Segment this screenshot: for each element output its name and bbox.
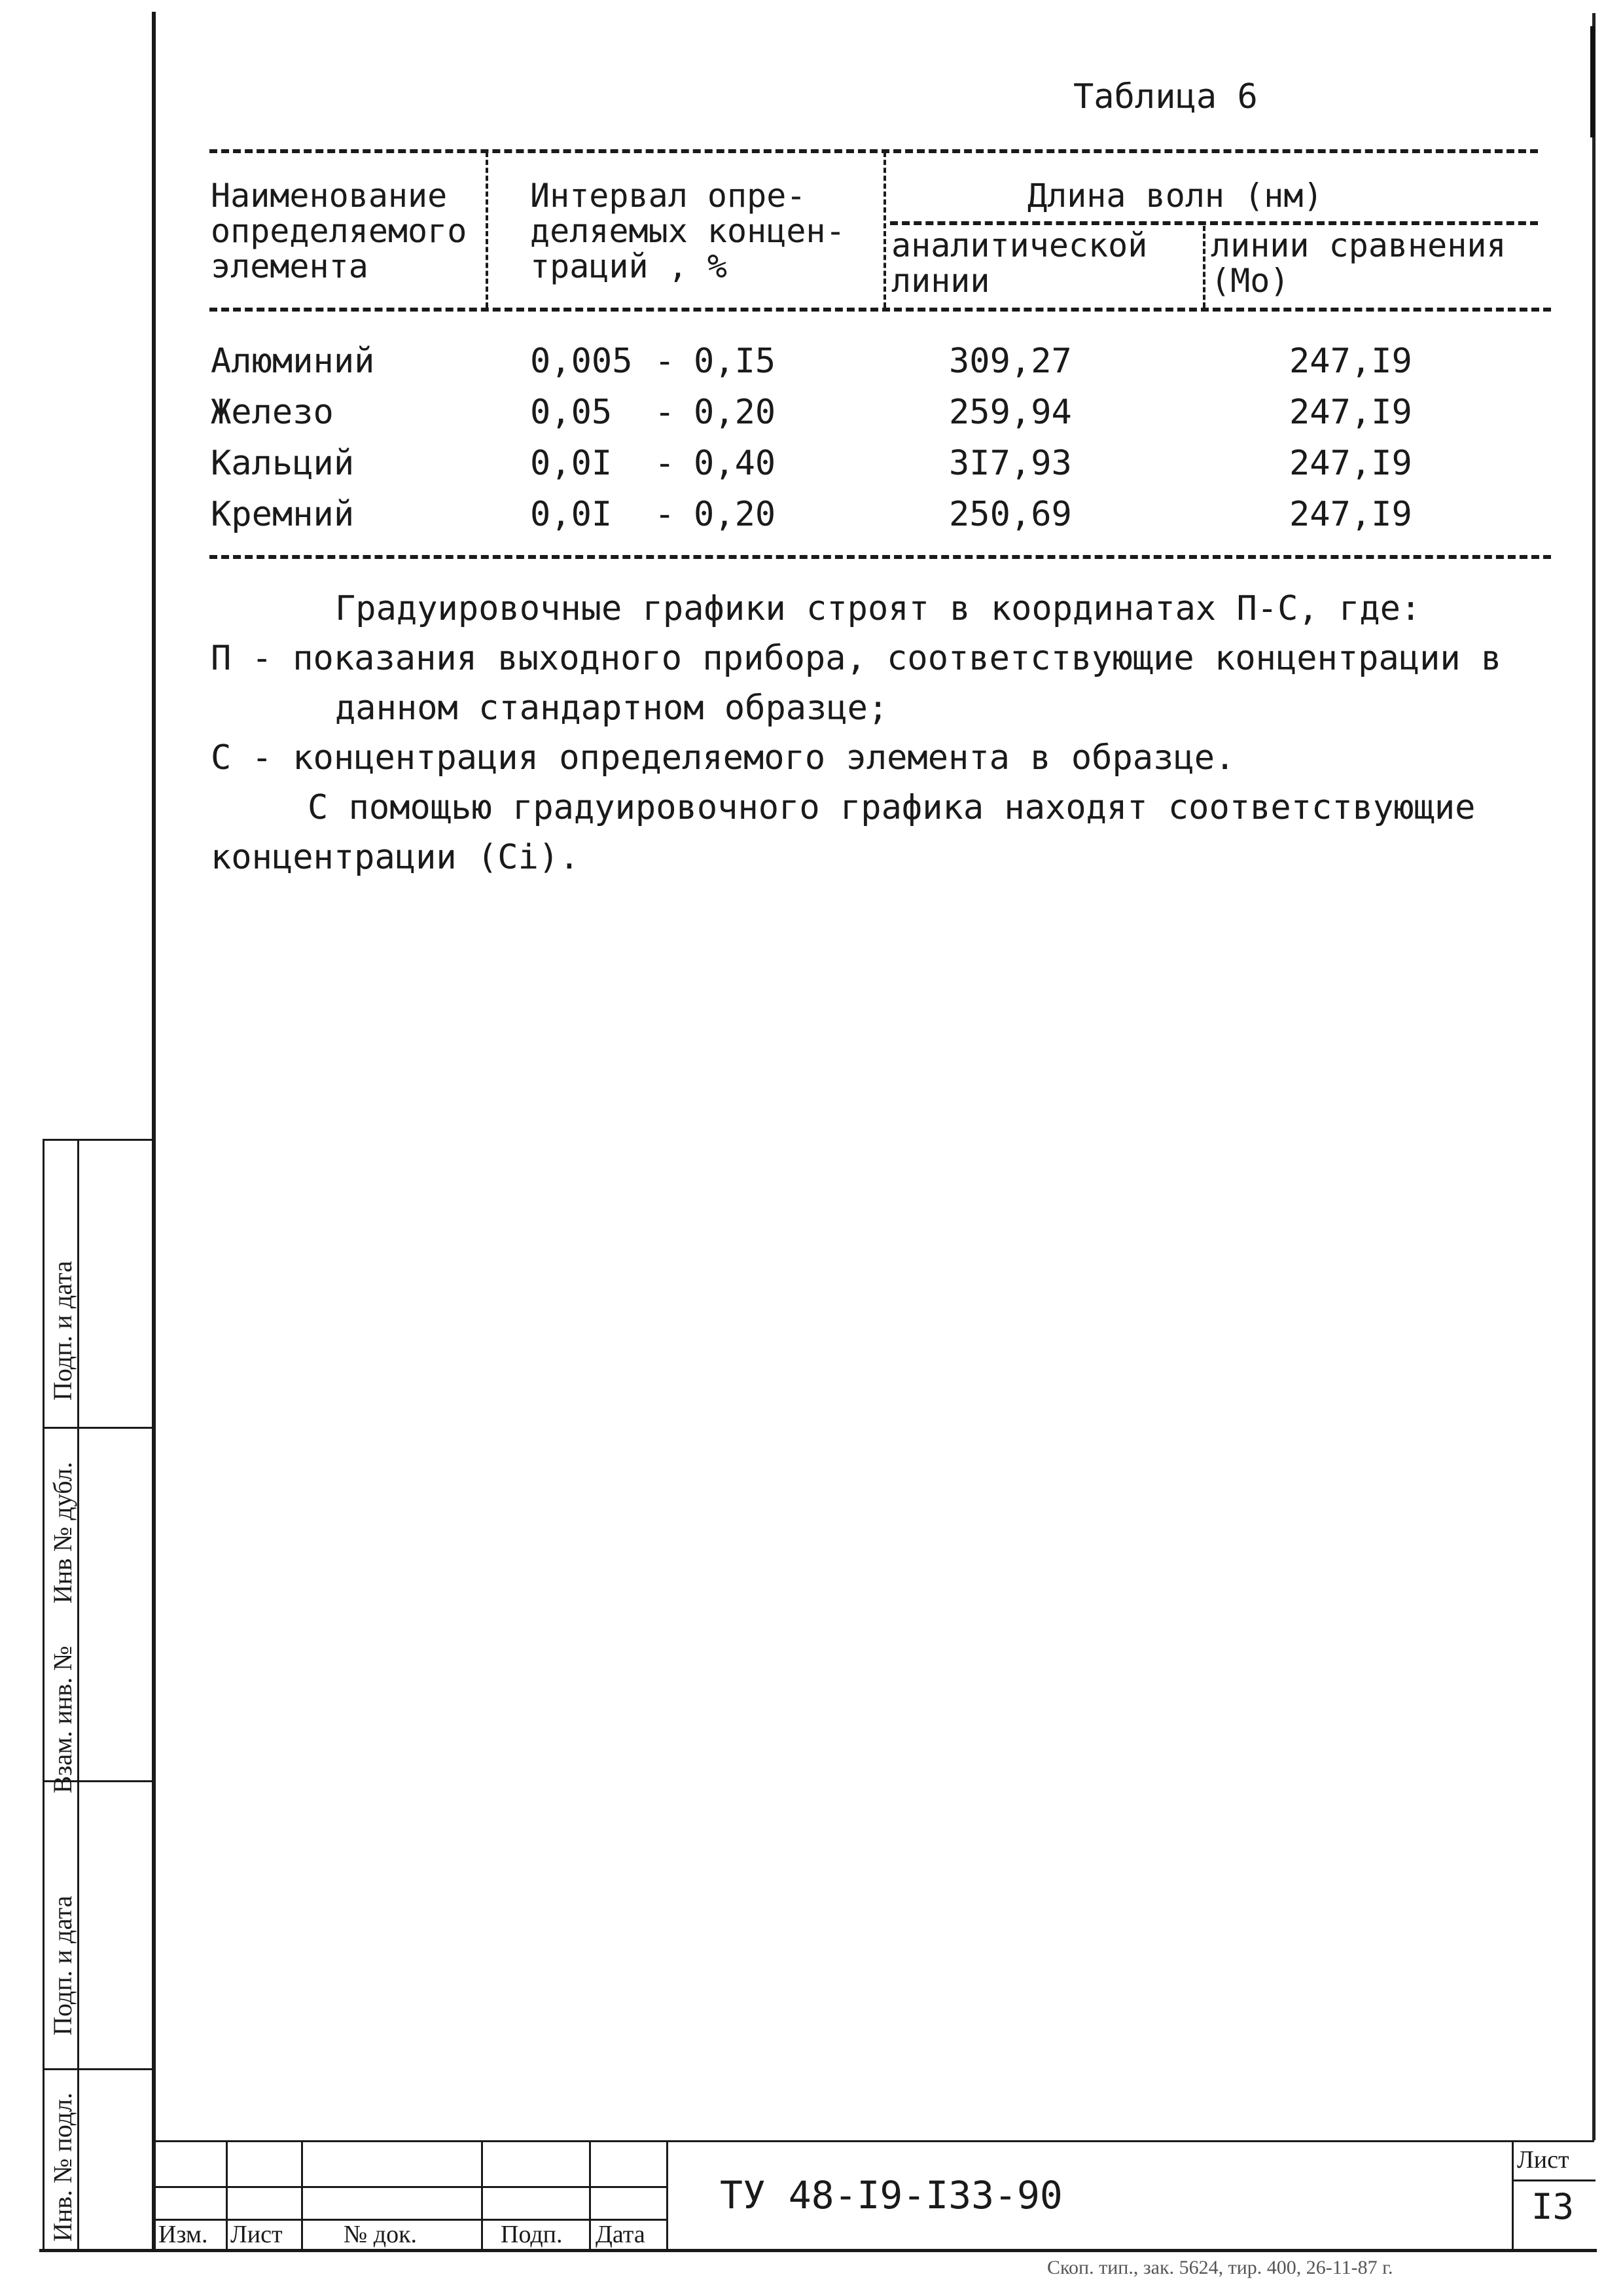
sheet-label: Лист (1517, 2146, 1569, 2174)
cell-element: Кремний (211, 495, 355, 534)
label-podp: Подп. (501, 2221, 563, 2248)
side-label-podp-data-1: Подп. и дата (48, 1261, 77, 1401)
title-block-col (589, 2142, 591, 2249)
side-stamp-rule (43, 1427, 154, 1429)
cell-to: 0,20 (694, 393, 776, 432)
sheet-box-rule (1512, 2179, 1596, 2181)
table-header-rule (209, 308, 1551, 312)
cell-element: Алюминий (211, 342, 375, 381)
frame-left-border (152, 12, 156, 2250)
cell-sep: - (654, 393, 675, 432)
frame-right-mark (1590, 26, 1595, 137)
label-data: Дата (596, 2221, 645, 2248)
cell-element: Железо (211, 393, 334, 432)
table-col-divider-2 (883, 152, 886, 308)
cell-to: 0,20 (694, 495, 776, 534)
paragraph-p-definition: П - показания выходного прибора, соответствующие концентрации в (211, 639, 1502, 678)
sheet-box-left (1512, 2142, 1514, 2249)
cell-sep: - (654, 342, 675, 381)
cell-to: 0,I5 (694, 342, 776, 381)
paragraph-p-definition-cont: данном стандартном образце; (335, 689, 889, 728)
paragraph-concentration-cont: концентрации (Сі). (211, 838, 580, 877)
cell-compare: 247,I9 (1289, 495, 1412, 534)
cell-compare: 247,I9 (1289, 393, 1412, 432)
sheet-number: I3 (1531, 2186, 1575, 2227)
cell-from: 0,0I (530, 444, 613, 483)
cell-to: 0,40 (694, 444, 776, 483)
table-col-divider-3 (1203, 226, 1205, 308)
document-number: ТУ 48-I9-I33-90 (720, 2173, 1063, 2217)
table-caption: Таблица 6 (1073, 77, 1258, 117)
frame-right-border (1592, 13, 1596, 2140)
side-label-inv-dubl: Инв № дубл. (48, 1462, 77, 1604)
header-compare-line: линии сравнения (Mo) (1211, 226, 1507, 300)
paragraph-concentration: С помощью градуировочного графика находят соответствующие (308, 788, 1476, 827)
title-block-top-rule (156, 2140, 1594, 2142)
table-bottom-rule (209, 555, 1551, 559)
title-block-col (481, 2142, 483, 2249)
label-doc-no: № док. (344, 2221, 418, 2248)
frame-bottom-border (39, 2249, 1597, 2252)
printer-note: Скоп. тип., зак. 5624, тир. 400, 26-11-87 г. (1047, 2257, 1393, 2278)
cell-from: 0,005 (530, 342, 633, 381)
header-interval: Интервал опре- деляемых концен- траций , % (530, 177, 846, 285)
table-col-divider-1 (486, 152, 488, 308)
title-block-col (301, 2142, 303, 2249)
cell-from: 0,0I (530, 495, 613, 534)
label-list: Лист (230, 2221, 283, 2248)
cell-compare: 247,I9 (1289, 342, 1412, 381)
cell-sep: - (654, 495, 675, 534)
table-top-rule (209, 149, 1538, 153)
table-wave-rule (890, 221, 1538, 225)
cell-analytic: 309,27 (949, 342, 1072, 381)
cell-sep: - (654, 444, 675, 483)
side-label-inv-podl: Инв. № подл. (48, 2092, 77, 2242)
cell-analytic: 259,94 (949, 393, 1072, 432)
side-stamp-rule (43, 2068, 154, 2070)
header-wavelength: Длина волн (нм) (1027, 177, 1323, 215)
label-izm: Изм. (158, 2221, 208, 2248)
header-analytic-line: аналитической линии (891, 226, 1148, 300)
title-block-col (226, 2142, 228, 2249)
cell-element: Кальций (211, 444, 355, 483)
side-label-vzam-inv: Взам. инв. № (48, 1645, 77, 1793)
paragraph-c-definition: С - концентрация определяемого элемента в образце. (211, 738, 1236, 778)
cell-analytic: 3I7,93 (949, 444, 1072, 483)
side-label-podp-data-2: Подп. и дата (48, 1895, 77, 2036)
side-stamp-rule (43, 1139, 154, 1141)
title-block-col (666, 2142, 668, 2249)
cell-from: 0,05 (530, 393, 613, 432)
cell-analytic: 250,69 (949, 495, 1072, 534)
side-stamp-outer-left (43, 1139, 45, 2251)
header-element-name: Наименование определяемого элемента (211, 177, 467, 285)
paragraph-graph-intro: Градуировочные графики строят в координатах П-С, где: (335, 589, 1421, 628)
cell-compare: 247,I9 (1289, 444, 1412, 483)
